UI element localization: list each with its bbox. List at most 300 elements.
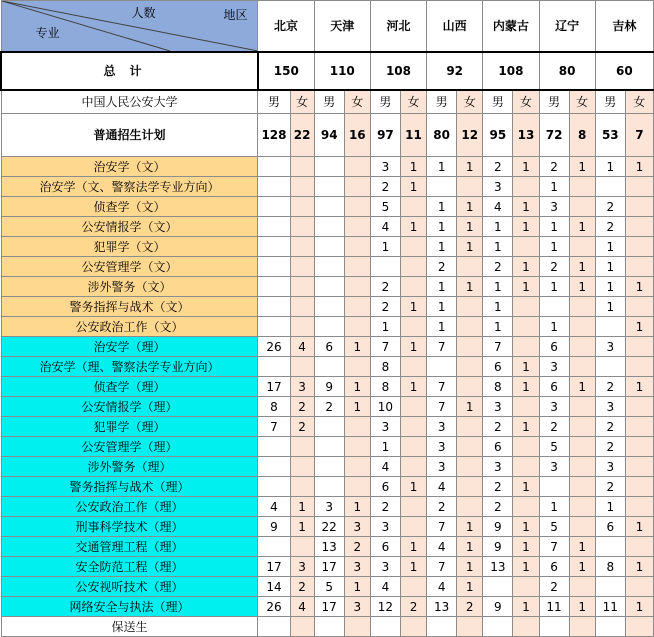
major-row [1,457,654,477]
male-count-cell: 26 [258,597,290,617]
male-count-cell: 22 [314,517,344,537]
plan-value: 94 [314,114,344,157]
female-header: 女 [513,90,539,114]
male-count-cell: 2 [539,577,569,597]
male-count-cell: 3 [370,417,400,437]
male-count-cell: 1 [595,277,625,297]
major-name: 治安学（理、警察法学专业方向） [1,357,258,377]
female-count-cell [625,357,653,377]
male-count-cell [258,477,290,497]
female-count-cell [625,457,653,477]
female-count-cell: 1 [457,397,483,417]
female-count-cell: 1 [457,557,483,577]
male-count-cell: 2 [483,477,513,497]
major-row [1,617,654,637]
major-row [1,297,654,317]
male-count-cell: 4 [483,197,513,217]
male-count-cell: 4 [427,577,457,597]
male-count-cell: 1 [539,497,569,517]
female-count-cell [569,517,595,537]
plan-value: 53 [595,114,625,157]
male-count-cell [539,297,569,317]
major-name: 涉外警务（理） [1,457,258,477]
total-value: 150 [258,52,314,90]
male-count-cell: 5 [314,577,344,597]
female-count-cell [344,237,370,257]
female-count-cell: 1 [569,277,595,297]
female-count-cell [457,417,483,437]
major-name: 公安政治工作（理） [1,497,258,517]
female-count-cell: 1 [569,557,595,577]
female-count-cell: 1 [625,377,653,397]
male-count-cell: 1 [427,217,457,237]
male-count-cell: 6 [539,377,569,397]
male-count-cell: 1 [539,237,569,257]
female-count-cell [625,477,653,497]
female-count-cell [513,497,539,517]
major-row [1,517,654,537]
female-count-cell: 1 [569,537,595,557]
male-count-cell: 7 [483,337,513,357]
region-header: 北京 [258,1,314,53]
female-count-cell [625,437,653,457]
female-count-cell [400,417,426,437]
male-count-cell: 14 [258,577,290,597]
male-count-cell [314,317,344,337]
male-count-cell: 9 [258,517,290,537]
male-count-cell: 8 [483,377,513,397]
female-count-cell [513,237,539,257]
male-count-cell: 7 [539,537,569,557]
male-count-cell [258,437,290,457]
female-count-cell [513,437,539,457]
female-count-cell: 1 [513,217,539,237]
major-row [1,257,654,277]
male-count-cell [314,477,344,497]
female-count-cell: 3 [344,597,370,617]
male-count-cell: 11 [595,597,625,617]
male-count-cell: 4 [370,217,400,237]
female-count-cell: 2 [290,397,314,417]
female-count-cell: 1 [513,597,539,617]
male-count-cell: 3 [427,457,457,477]
male-count-cell: 6 [483,357,513,377]
female-count-cell: 1 [400,537,426,557]
male-header: 男 [539,90,569,114]
female-count-cell [344,617,370,637]
female-count-cell [400,397,426,417]
female-header: 女 [625,90,653,114]
male-count-cell: 4 [258,497,290,517]
major-name: 公安视听技术（理） [1,577,258,597]
female-count-cell [290,257,314,277]
male-count-cell: 1 [483,277,513,297]
male-count-cell [483,617,513,637]
plan-row [1,114,654,157]
male-count-cell: 1 [595,237,625,257]
major-row [1,397,654,417]
female-count-cell [400,617,426,637]
major-name: 治安学（理） [1,337,258,357]
region-header: 吉林 [595,1,653,53]
female-count-cell [400,317,426,337]
female-count-cell [290,617,314,637]
male-count-cell: 1 [483,217,513,237]
female-count-cell [569,457,595,477]
female-count-cell: 1 [457,237,483,257]
plan-value: 128 [258,114,290,157]
female-count-cell [344,177,370,197]
female-count-cell: 1 [513,277,539,297]
female-count-cell: 1 [400,337,426,357]
female-count-cell [457,617,483,637]
female-count-cell [457,177,483,197]
female-count-cell [400,497,426,517]
female-count-cell [344,277,370,297]
male-count-cell: 2 [427,497,457,517]
female-count-cell [400,277,426,297]
female-count-cell [400,457,426,477]
male-count-cell [314,237,344,257]
female-count-cell: 2 [290,577,314,597]
male-count-cell: 6 [370,537,400,557]
female-count-cell [344,317,370,337]
male-count-cell [258,537,290,557]
female-count-cell [400,437,426,457]
male-count-cell: 10 [370,397,400,417]
female-count-cell [625,217,653,237]
female-count-cell [457,497,483,517]
male-count-cell: 3 [483,397,513,417]
total-value: 60 [595,52,653,90]
male-count-cell: 9 [483,517,513,537]
female-count-cell: 1 [400,177,426,197]
major-name: 公安管理学（文） [1,257,258,277]
male-count-cell [314,197,344,217]
major-name: 警务指挥与战术（文） [1,297,258,317]
plan-value: 80 [427,114,457,157]
female-count-cell [457,317,483,337]
male-count-cell [314,157,344,177]
male-count-cell: 3 [483,177,513,197]
male-count-cell: 3 [595,397,625,417]
female-count-cell [400,237,426,257]
male-count-cell: 1 [539,177,569,197]
male-count-cell: 6 [539,557,569,577]
male-count-cell: 3 [370,557,400,577]
male-count-cell: 2 [595,197,625,217]
male-count-cell: 4 [427,477,457,497]
total-value: 108 [483,52,539,90]
major-row [1,357,654,377]
major-name: 公安管理学（理） [1,437,258,457]
male-count-cell: 6 [539,337,569,357]
female-count-cell [569,177,595,197]
female-count-cell [344,157,370,177]
male-count-cell: 7 [427,397,457,417]
major-name: 网络安全与执法（理） [1,597,258,617]
male-count-cell [314,437,344,457]
male-count-cell: 3 [539,357,569,377]
male-count-cell: 2 [539,417,569,437]
major-name: 安全防范工程（理） [1,557,258,577]
male-count-cell: 7 [427,557,457,577]
male-count-cell: 7 [258,417,290,437]
female-count-cell [625,197,653,217]
male-count-cell: 1 [427,197,457,217]
female-count-cell: 1 [569,257,595,277]
female-count-cell [569,417,595,437]
male-count-cell: 7 [427,517,457,537]
female-count-cell [625,257,653,277]
major-row [1,597,654,617]
female-count-cell: 1 [625,317,653,337]
total-value: 80 [539,52,595,90]
male-count-cell [258,197,290,217]
male-count-cell [595,317,625,337]
female-count-cell: 4 [290,337,314,357]
female-count-cell [513,457,539,477]
major-name: 犯罪学（文） [1,237,258,257]
plan-value: 11 [400,114,426,157]
female-count-cell [344,417,370,437]
male-count-cell: 9 [314,377,344,397]
female-count-cell: 1 [400,557,426,577]
female-count-cell [569,437,595,457]
male-count-cell: 13 [314,537,344,557]
female-count-cell [625,297,653,317]
female-count-cell: 1 [625,597,653,617]
major-name: 刑事科学技术（理） [1,517,258,537]
female-count-cell [569,617,595,637]
female-count-cell: 3 [290,557,314,577]
female-count-cell: 1 [344,577,370,597]
major-row [1,497,654,517]
female-count-cell [290,217,314,237]
male-count-cell: 1 [539,277,569,297]
female-count-cell: 1 [569,377,595,397]
female-count-cell [344,357,370,377]
plan-value: 7 [625,114,653,157]
female-count-cell: 1 [400,297,426,317]
major-row [1,557,654,577]
region-header: 河北 [370,1,426,53]
male-count-cell: 6 [314,337,344,357]
male-count-cell [370,617,400,637]
male-count-cell: 2 [483,157,513,177]
female-count-cell: 1 [569,597,595,617]
male-count-cell: 2 [370,277,400,297]
female-count-cell: 1 [625,277,653,297]
female-count-cell: 1 [513,417,539,437]
male-count-cell: 3 [539,457,569,477]
female-count-cell: 1 [569,217,595,237]
female-count-cell: 1 [344,397,370,417]
female-count-cell [625,237,653,257]
male-count-cell [595,577,625,597]
female-count-cell [457,257,483,277]
female-count-cell [400,197,426,217]
male-count-cell: 3 [483,457,513,477]
female-count-cell: 1 [457,537,483,557]
male-count-cell [258,357,290,377]
female-count-cell [457,437,483,457]
male-count-cell: 11 [539,597,569,617]
female-count-cell [513,397,539,417]
female-count-cell: 1 [457,517,483,537]
male-count-cell: 8 [370,357,400,377]
male-count-cell: 7 [370,337,400,357]
male-count-cell [314,297,344,317]
male-count-cell [483,577,513,597]
female-count-cell [457,297,483,317]
male-count-cell: 4 [370,457,400,477]
major-row [1,417,654,437]
male-count-cell: 2 [427,257,457,277]
male-count-cell: 2 [314,397,344,417]
female-count-cell: 2 [400,597,426,617]
male-count-cell: 2 [370,297,400,317]
region-header: 内蒙古 [483,1,539,53]
male-header: 男 [258,90,290,114]
female-count-cell [400,577,426,597]
major-row [1,337,654,357]
male-count-cell: 3 [370,517,400,537]
male-count-cell: 3 [427,437,457,457]
male-count-cell: 7 [427,377,457,397]
female-count-cell [457,457,483,477]
male-count-cell: 8 [370,377,400,397]
male-count-cell: 1 [427,157,457,177]
female-count-cell: 1 [625,557,653,577]
female-count-cell: 1 [625,517,653,537]
female-count-cell [290,297,314,317]
total-label: 总计 [1,52,258,90]
female-count-cell: 1 [457,277,483,297]
male-count-cell: 1 [595,157,625,177]
female-count-cell [290,237,314,257]
major-row [1,277,654,297]
male-count-cell: 26 [258,337,290,357]
male-count-cell: 5 [370,197,400,217]
female-count-cell [344,257,370,277]
male-count-cell: 2 [595,477,625,497]
male-count-cell: 2 [539,257,569,277]
female-count-cell [569,337,595,357]
male-count-cell: 12 [370,597,400,617]
plan-value: 97 [370,114,400,157]
male-count-cell [258,217,290,237]
total-row [1,52,654,90]
male-count-cell: 8 [595,557,625,577]
male-count-cell: 3 [370,157,400,177]
female-count-cell [290,277,314,297]
female-count-cell: 3 [344,557,370,577]
region-header: 天津 [314,1,370,53]
male-count-cell: 13 [483,557,513,577]
male-count-cell: 17 [258,557,290,577]
female-count-cell [625,177,653,197]
female-count-cell: 2 [457,597,483,617]
female-count-cell [625,417,653,437]
male-count-cell: 1 [595,297,625,317]
major-name: 警务指挥与战术（理） [1,477,258,497]
female-count-cell: 1 [457,217,483,237]
female-count-cell [513,317,539,337]
male-count-cell [427,177,457,197]
major-name: 保送生 [1,617,258,637]
male-count-cell: 3 [539,397,569,417]
male-count-cell: 2 [595,417,625,437]
female-count-cell: 1 [513,517,539,537]
major-name: 公安情报学（文） [1,217,258,237]
female-count-cell: 1 [513,257,539,277]
major-name: 交通管理工程（理） [1,537,258,557]
male-count-cell [258,297,290,317]
female-count-cell: 1 [400,217,426,237]
female-header: 女 [457,90,483,114]
female-count-cell [513,577,539,597]
female-count-cell [625,497,653,517]
male-count-cell: 1 [427,237,457,257]
major-name: 涉外警务（文） [1,277,258,297]
plan-value: 22 [290,114,314,157]
male-count-cell: 8 [258,397,290,417]
female-count-cell: 3 [344,517,370,537]
male-count-cell: 9 [483,597,513,617]
female-count-cell [513,297,539,317]
male-count-cell [258,177,290,197]
female-count-cell [290,197,314,217]
corner-header-cell [1,1,258,53]
male-count-cell [370,257,400,277]
female-count-cell [569,357,595,377]
female-count-cell [457,477,483,497]
male-count-cell: 1 [370,437,400,457]
male-count-cell: 6 [370,477,400,497]
female-count-cell: 1 [569,157,595,177]
plan-value: 16 [344,114,370,157]
male-count-cell [595,617,625,637]
plan-label: 普通招生计划 [1,114,258,157]
male-count-cell [314,277,344,297]
plan-value: 72 [539,114,569,157]
male-count-cell: 2 [483,257,513,277]
female-count-cell: 1 [457,157,483,177]
female-count-cell: 2 [290,417,314,437]
major-row [1,197,654,217]
female-count-cell: 2 [344,537,370,557]
male-count-cell [258,317,290,337]
female-count-cell [457,357,483,377]
male-count-cell: 1 [595,257,625,277]
male-count-cell [314,417,344,437]
total-value: 110 [314,52,370,90]
female-count-cell: 1 [344,497,370,517]
region-header: 山西 [427,1,483,53]
major-row [1,477,654,497]
female-count-cell [400,357,426,377]
major-row [1,377,654,397]
female-count-cell [513,177,539,197]
male-count-cell: 2 [483,497,513,517]
female-count-cell: 3 [290,377,314,397]
female-count-cell [344,437,370,457]
female-count-cell [625,537,653,557]
female-count-cell [290,437,314,457]
major-name: 公安政治工作（文） [1,317,258,337]
female-count-cell: 1 [513,477,539,497]
